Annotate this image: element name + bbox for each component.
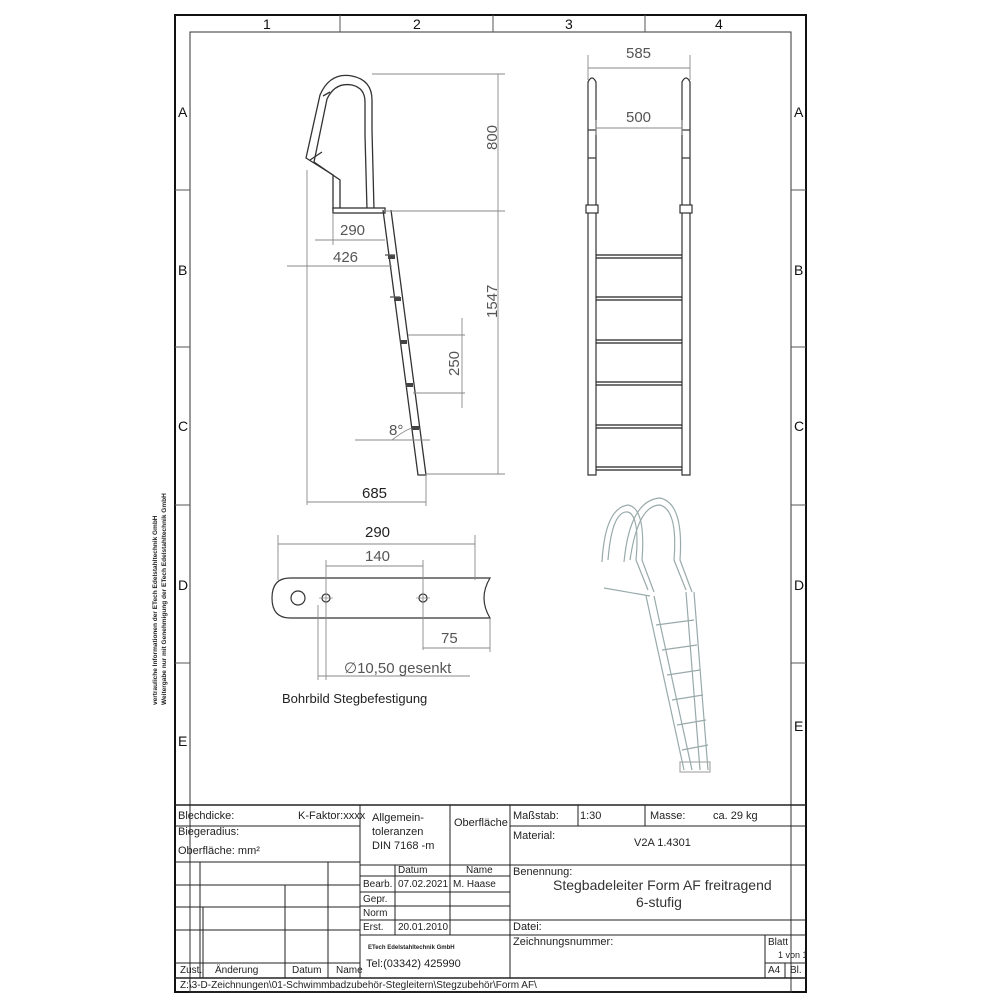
dim-585: 585 — [626, 45, 652, 62]
dim-140: 140 — [365, 548, 391, 565]
row-label-c-left: C — [178, 418, 189, 434]
bracket-caption: Bohrbild Stegbefestigung — [282, 691, 428, 706]
scale-value: 1:30 — [580, 810, 602, 822]
datei-label: Datei: — [513, 921, 542, 933]
row-label-a-left: A — [178, 104, 188, 120]
col-label-2: 2 — [413, 16, 421, 32]
blatt-value: 1 von 1 — [778, 950, 808, 960]
tolerance-line-3: DIN 7168 -m — [372, 840, 435, 852]
blechdicke-label: Blechdicke: — [178, 810, 235, 822]
gepr-label: Gepr. — [363, 894, 388, 905]
file-path: Z:\3-D-Zeichnungen\01-Schwimmbadzubehör-Stegleitern\Stegzubehör\Form AF\ — [180, 980, 537, 991]
scale-label: Maßstab: — [513, 810, 559, 822]
mass-label: Masse: — [650, 810, 686, 822]
dim-1547: 1547 — [484, 284, 501, 318]
bearb-name: M. Haase — [453, 879, 496, 890]
company-name: ETech Edelstahltechnik GmbH — [368, 945, 455, 951]
dim-500: 500 — [626, 109, 652, 126]
tolerance-line-1: Allgemein- — [372, 812, 424, 824]
erst-label: Erst. — [363, 922, 384, 933]
datum-label: Datum — [292, 965, 322, 976]
inner-frame — [190, 32, 791, 992]
front-view — [586, 78, 692, 475]
dim-426: 426 — [333, 249, 359, 266]
dim-290-side: 290 — [340, 222, 366, 239]
column-ticks — [340, 15, 645, 32]
kfaktor-label: K-Faktor:xxxx — [298, 810, 366, 822]
bearb-date: 07.02.2021 — [398, 879, 449, 890]
hole-note: ∅10,50 gesenkt — [344, 660, 452, 677]
iso-view — [602, 498, 710, 772]
biegeradius-label: Biegeradius: — [178, 826, 240, 838]
row-label-e-left: E — [178, 733, 188, 749]
blatt-label: Blatt — [768, 937, 789, 948]
mass-value: ca. 29 kg — [713, 810, 758, 822]
dim-250: 250 — [446, 350, 463, 376]
material-label: Material: — [513, 830, 556, 842]
erst-date: 20.01.2010 — [398, 922, 449, 933]
bracket-view — [272, 578, 490, 618]
row-label-b-left: B — [178, 262, 188, 278]
norm-label: Norm — [363, 908, 388, 919]
dim-800: 800 — [484, 124, 501, 150]
dim-75: 75 — [441, 630, 458, 647]
datum-header: Datum — [398, 865, 428, 876]
drawing-subtitle: 6-stufig — [636, 894, 682, 910]
surface-label: Oberfläche — [454, 817, 508, 829]
row-label-c-right: C — [794, 418, 805, 434]
material-value: V2A 1.4301 — [634, 837, 691, 849]
col-label-3: 3 — [565, 16, 573, 32]
row-label-b-right: B — [794, 262, 804, 278]
bearb-label: Bearb. — [363, 879, 393, 890]
confidential-note-1: vertrauliche Informationen der ETech Edelstahltechnik GmbH — [152, 515, 159, 705]
confidential-note-2: Weitergabe nur mit Genehmigung der ETech Edelstahltechnik GmbH — [161, 493, 168, 705]
dim-685: 685 — [362, 485, 388, 502]
row-label-e-right: E — [794, 718, 804, 734]
drawing-title: Stegbadeleiter Form AF freitragend — [553, 877, 772, 893]
side-view — [306, 75, 426, 475]
col-label-1: 1 — [263, 16, 271, 32]
name-label: Name — [336, 965, 363, 976]
format-value: A4 — [768, 965, 781, 976]
outer-frame — [175, 15, 806, 992]
row-label-d-left: D — [178, 577, 189, 593]
company-phone: Tel:(03342) 425990 — [366, 958, 461, 970]
row-label-a-right: A — [794, 104, 804, 120]
row-ticks — [175, 190, 806, 663]
bl-label: Bl. — [790, 965, 802, 976]
row-label-d-right: D — [794, 577, 805, 593]
oberflaeche-mm-label: Oberfläche: mm² — [178, 845, 260, 857]
tolerance-line-2: toleranzen — [372, 826, 424, 838]
dim-angle: 8° — [389, 422, 404, 439]
dim-290-bracket: 290 — [365, 524, 391, 541]
aenderung-label: Änderung — [215, 965, 259, 976]
col-label-4: 4 — [715, 16, 723, 32]
benennung-label: Benennung: — [513, 866, 573, 878]
name-header: Name — [466, 865, 493, 876]
side-dims — [287, 74, 505, 506]
zust-label: Zust. — [180, 965, 203, 976]
zeichnungsnummer-label: Zeichnungsnummer: — [513, 936, 614, 948]
